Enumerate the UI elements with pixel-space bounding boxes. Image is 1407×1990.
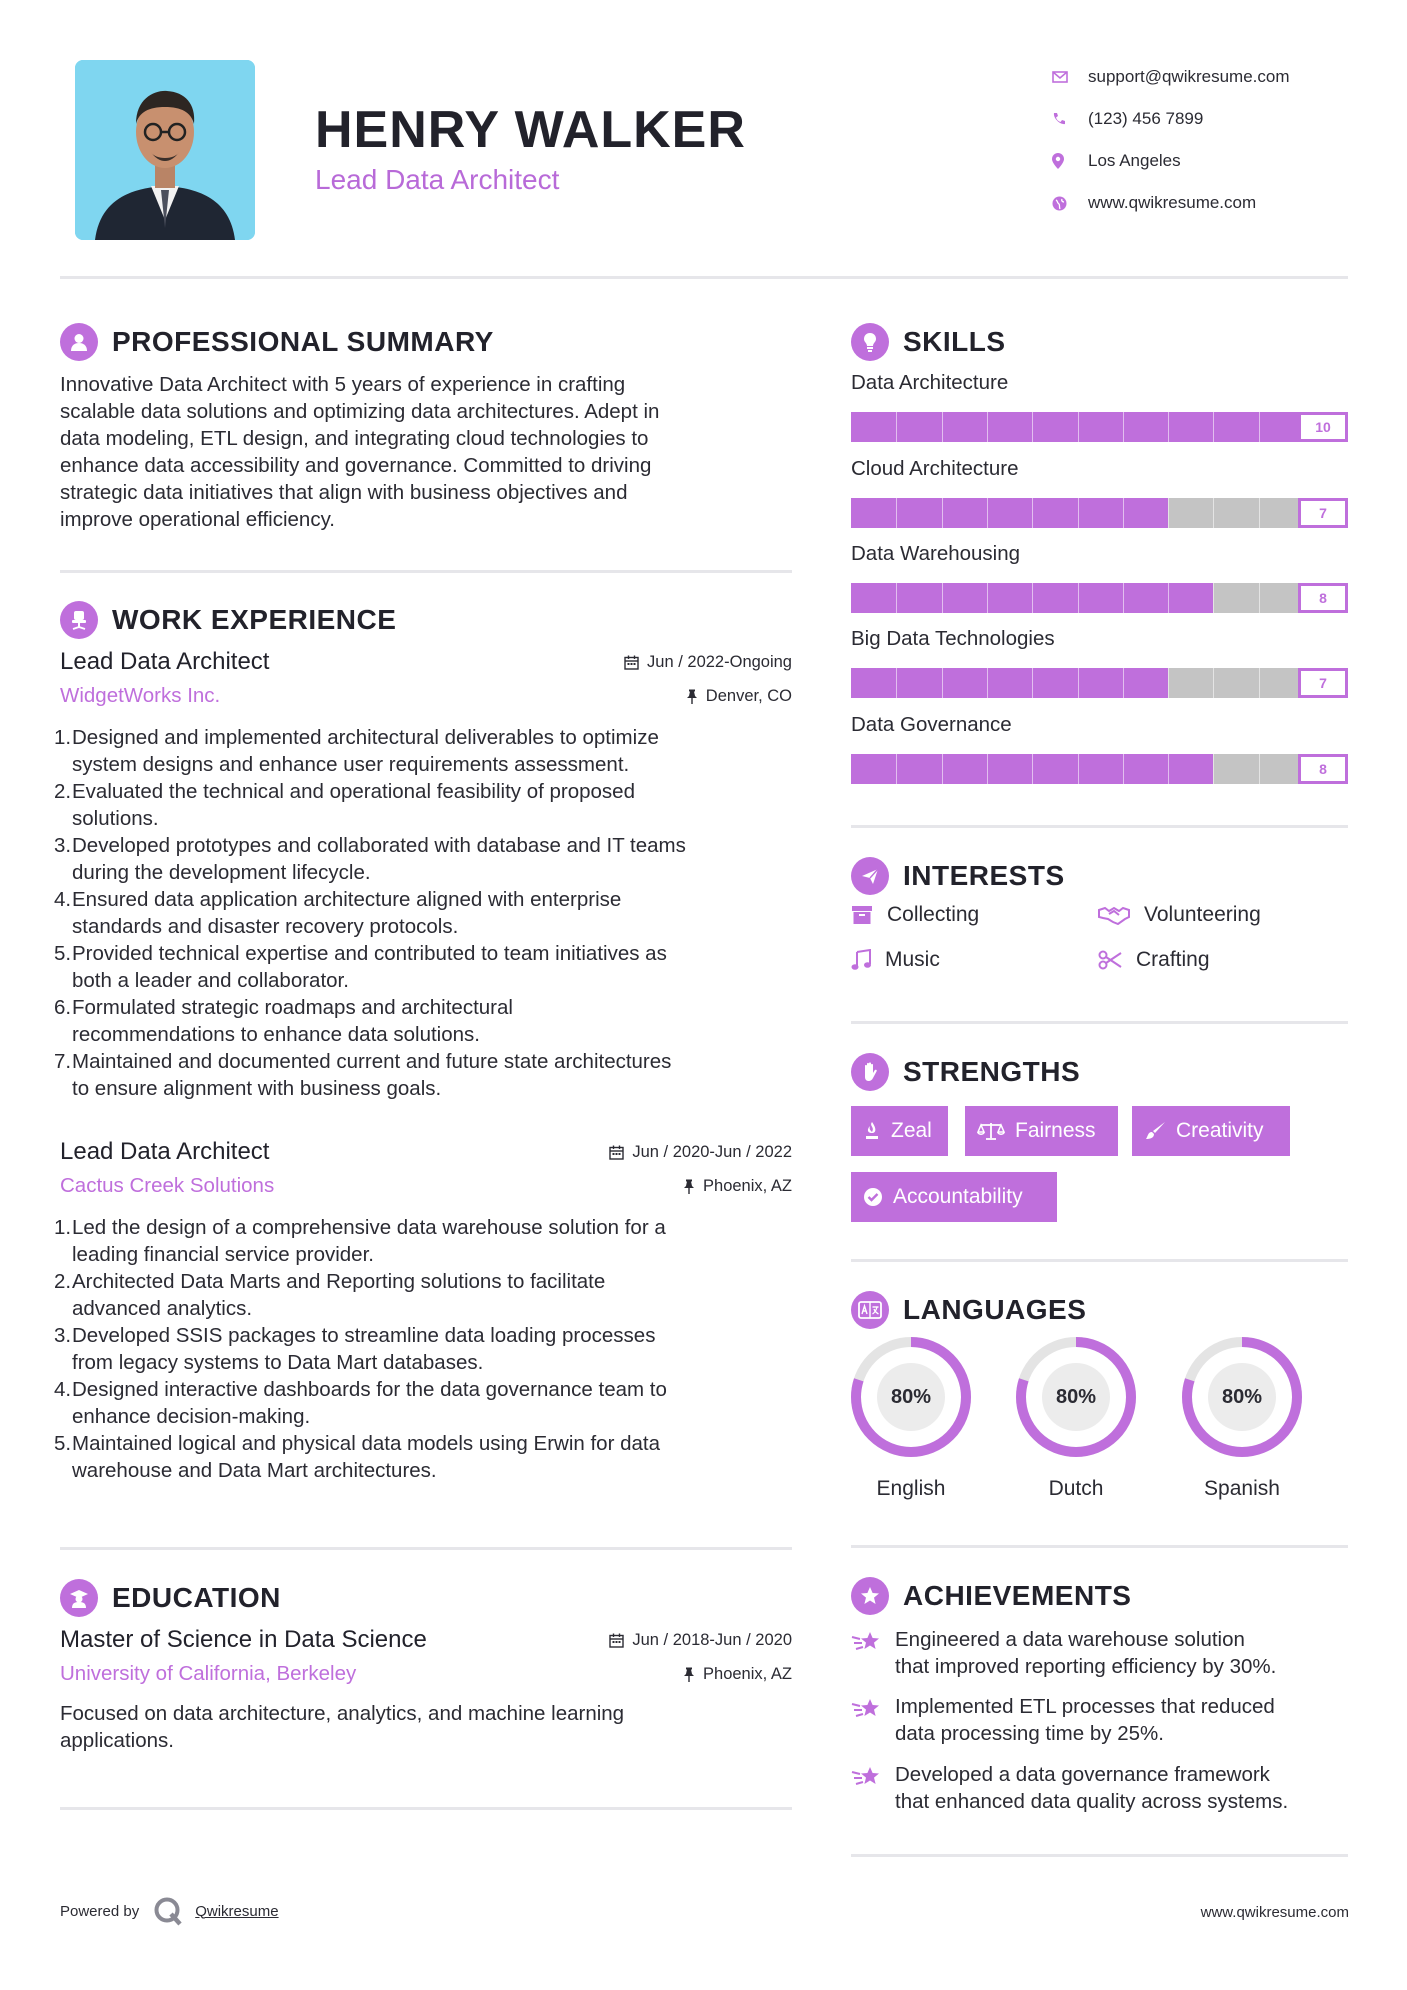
summary-line: Innovative Data Architect with 5 years of experience in crafting xyxy=(60,373,626,396)
bullet-line: Developed SSIS packages to streamline data loading processes xyxy=(72,1324,656,1347)
skill-bar xyxy=(851,668,1348,698)
achievement-item xyxy=(851,1626,1361,1680)
skill-bar-segment-filled xyxy=(987,412,1033,442)
education-divider xyxy=(60,1807,792,1810)
achievements-divider xyxy=(851,1854,1348,1857)
education-dates xyxy=(609,1631,792,1650)
skill-bar-separator xyxy=(1123,668,1124,698)
skill-bar-separator xyxy=(1032,583,1033,613)
bullet-line: warehouse and Data Mart architectures. xyxy=(72,1459,437,1482)
interests-divider xyxy=(851,1021,1348,1024)
skill-bar-separator xyxy=(1032,498,1033,528)
bullet-line: Designed and implemented architectural deliverables to optimize xyxy=(72,726,659,749)
skill-bar-separator xyxy=(1168,583,1169,613)
degree-title: Master of Science in Data Science xyxy=(60,1626,427,1653)
pushpin-icon xyxy=(683,1179,695,1194)
phone-icon xyxy=(1052,112,1088,126)
location-pin-icon xyxy=(1052,153,1088,169)
calendar-icon xyxy=(624,655,639,670)
achievement-line: that enhanced data quality across systems. xyxy=(895,1790,1289,1813)
bullet-line: Evaluated the technical and operational feasibility of proposed xyxy=(72,780,635,803)
qwikresume-logo-icon xyxy=(153,1896,183,1926)
achievements-heading xyxy=(851,1577,1131,1615)
skill-bar-separator xyxy=(1123,583,1124,613)
skill-name: Cloud Architecture xyxy=(851,457,1019,480)
skills-heading xyxy=(851,323,1006,361)
strengths-heading xyxy=(851,1053,1080,1091)
skill-bar-segment-filled xyxy=(942,412,988,442)
skill-bar-separator xyxy=(1078,583,1079,613)
education-title: EDUCATION xyxy=(112,1582,281,1613)
skill-bar-separator xyxy=(1168,754,1169,784)
skill-bar-separator xyxy=(1123,498,1124,528)
skill-bar-separator xyxy=(987,412,988,442)
skill-bar-separator xyxy=(1259,412,1260,442)
bullet-item: 5. Maintained logical and physical data models using Erwin for data warehouse and Data Mart architectures. xyxy=(54,1432,661,1482)
skill-score: 7 xyxy=(1298,498,1348,528)
skill-score: 8 xyxy=(1298,754,1348,784)
skill-bar-segment-empty xyxy=(1213,498,1259,528)
skill-item xyxy=(851,457,1348,528)
skill-bar-segment-filled xyxy=(942,668,988,698)
skill-score: 7 xyxy=(1298,668,1348,698)
languages-divider xyxy=(851,1545,1348,1548)
bullet-line: Led the design of a comprehensive data warehouse solution for a xyxy=(72,1216,666,1239)
skill-bar-separator xyxy=(1078,412,1079,442)
skill-bar-segment-filled xyxy=(896,498,942,528)
balance-scale-icon xyxy=(977,1121,1005,1141)
language-item xyxy=(846,1335,976,1501)
skill-bar xyxy=(851,754,1348,784)
skill-bar-segment-empty xyxy=(1168,668,1214,698)
candidate-role: Lead Data Architect xyxy=(315,164,560,195)
skill-bar-separator xyxy=(1168,668,1169,698)
job-location xyxy=(683,1177,792,1196)
bullet-item: 4. Designed interactive dashboards for the data governance team to enhance decision-making. xyxy=(54,1378,667,1428)
bullet-line: system designs and enhance user requirements assessment. xyxy=(72,753,630,776)
skill-bar-segment-filled xyxy=(942,498,988,528)
skill-item xyxy=(851,627,1348,698)
skill-bar-segment-empty xyxy=(1168,498,1214,528)
bullet-line: Designed interactive dashboards for the data governance team to xyxy=(72,1378,667,1401)
bullet-item: 5. Provided technical expertise and contributed to team initiatives as both a leader and collaborator. xyxy=(54,942,667,992)
language-name: English xyxy=(876,1477,946,1500)
skill-bar-segment-filled xyxy=(851,754,897,784)
skill-bar-separator xyxy=(1123,754,1124,784)
strength-label: Accountability xyxy=(893,1185,1023,1208)
powered-by xyxy=(60,1896,279,1926)
skill-bar-segment-filled xyxy=(896,583,942,613)
shooting-star-icon xyxy=(851,1626,895,1680)
language-name: Dutch xyxy=(1048,1477,1104,1500)
summary-heading xyxy=(60,323,494,361)
calendar-icon xyxy=(609,1633,624,1648)
skill-bar-separator xyxy=(1259,754,1260,784)
interests-heading xyxy=(851,857,1065,895)
strength-tag xyxy=(851,1172,1057,1222)
language-ring xyxy=(1180,1335,1304,1459)
bullet-line: Ensured data application architecture aligned with enterprise xyxy=(72,888,622,911)
achievement-item xyxy=(851,1761,1361,1815)
skill-bar-separator xyxy=(1259,583,1260,613)
skill-bar-segment-empty xyxy=(1213,668,1259,698)
bullet-line: from legacy systems to Data Mart databases. xyxy=(72,1351,484,1374)
skill-bar-segment-filled xyxy=(942,754,988,784)
bullet-line: Provided technical expertise and contributed to team initiatives as xyxy=(72,942,667,965)
job-dates xyxy=(609,1143,792,1162)
music-note-icon xyxy=(851,949,871,971)
achievement-line: that improved reporting efficiency by 30%. xyxy=(895,1655,1277,1678)
skill-bar-separator xyxy=(1032,754,1033,784)
language-percent: 80% xyxy=(1221,1385,1263,1408)
languages-heading xyxy=(851,1291,1086,1329)
bullet-item: 3. Developed prototypes and collaborated with database and IT teams during the development lifecycle. xyxy=(54,834,686,884)
star-badge-icon xyxy=(851,1577,889,1615)
strengths-title: STRENGTHS xyxy=(903,1056,1081,1087)
languages-title: LANGUAGES xyxy=(903,1294,1087,1325)
skill-bar-separator xyxy=(942,583,943,613)
education-dates-text: Jun / 2018-Jun / 2020 xyxy=(632,1630,792,1649)
achievements-title: ACHIEVEMENTS xyxy=(903,1580,1132,1611)
bullet-line: during the development lifecycle. xyxy=(72,861,371,884)
skill-bar-segment-filled xyxy=(1168,583,1214,613)
interest-label: Crafting xyxy=(1136,948,1210,971)
skill-bar-segment-filled xyxy=(1123,668,1169,698)
skill-bar-separator xyxy=(1259,668,1260,698)
skill-bar-segment-filled xyxy=(896,412,942,442)
shooting-star-icon xyxy=(851,1693,895,1747)
skill-bar-segment-filled xyxy=(1078,583,1124,613)
bullet-item: 1. Led the design of a comprehensive data warehouse solution for a leading financial service provider. xyxy=(54,1216,666,1266)
profile-photo xyxy=(75,60,255,240)
skill-bar-separator xyxy=(1213,498,1214,528)
job-title: Lead Data Architect xyxy=(60,648,270,675)
skill-bar-separator xyxy=(1078,668,1079,698)
bullet-line: advanced analytics. xyxy=(72,1297,253,1320)
language-percent: 80% xyxy=(890,1385,932,1408)
achievement-text xyxy=(895,1626,1276,1680)
bullet-line: both a leader and collaborator. xyxy=(72,969,349,992)
skill-bar-segment-filled xyxy=(1032,412,1078,442)
strength-label: Fairness xyxy=(1015,1119,1096,1142)
summary-title: PROFESSIONAL SUMMARY xyxy=(112,326,494,357)
skill-bar-segment-filled xyxy=(1078,498,1124,528)
skill-bar-separator xyxy=(896,668,897,698)
job-dates xyxy=(624,653,792,672)
experience-divider xyxy=(60,1547,792,1550)
achievement-text xyxy=(895,1693,1275,1747)
skill-bar-separator xyxy=(896,754,897,784)
skill-bar-segment-empty xyxy=(1213,754,1259,784)
skill-bar-segment-filled xyxy=(1123,583,1169,613)
bullet-item: 1. Designed and implemented architectural deliverables to optimize system designs and enhance user requirements assessment. xyxy=(54,726,659,776)
language-percent: 80% xyxy=(1055,1385,1097,1408)
job-entry xyxy=(54,648,792,1102)
candidate-name: HENRY WALKER xyxy=(315,101,746,159)
interest-item xyxy=(851,948,940,972)
skill-bar-separator xyxy=(1032,412,1033,442)
paper-plane-icon xyxy=(851,857,889,895)
skill-bar-segment-filled xyxy=(987,583,1033,613)
strength-label: Creativity xyxy=(1176,1119,1264,1142)
contact-email-text: support@qwikresume.com xyxy=(1088,67,1290,86)
strengths-divider xyxy=(851,1259,1348,1262)
bullet-item: 2. Architected Data Marts and Reporting solutions to facilitate advanced analytics. xyxy=(54,1270,606,1320)
skill-bar-separator xyxy=(942,754,943,784)
bullet-line: Developed prototypes and collaborated with database and IT teams xyxy=(72,834,686,857)
language-icon xyxy=(851,1291,889,1329)
skill-bar-segment-filled xyxy=(1123,498,1169,528)
bullet-line: leading financial service provider. xyxy=(72,1243,374,1266)
powered-by-label: Powered by xyxy=(60,1902,140,1920)
skill-bar-segment-filled xyxy=(851,498,897,528)
bullet-line: to ensure alignment with business goals. xyxy=(72,1077,442,1100)
skill-bar-segment-filled xyxy=(851,583,897,613)
archive-box-icon xyxy=(851,905,873,925)
language-item xyxy=(1011,1335,1141,1501)
language-name: Spanish xyxy=(1204,1477,1280,1500)
skill-bar-separator xyxy=(1213,412,1214,442)
skill-item xyxy=(851,713,1348,784)
bullet-line: Maintained and documented current and future state architectures xyxy=(72,1050,672,1073)
header-divider xyxy=(60,276,1348,279)
interests-title: INTERESTS xyxy=(903,860,1065,891)
bullet-item: 7. Maintained and documented current and future state architectures to ensure alignment with business goals. xyxy=(54,1050,672,1100)
education-location xyxy=(683,1665,792,1684)
summary-line: improve operational efficiency. xyxy=(60,508,335,531)
skill-bar-segment-filled xyxy=(1168,754,1214,784)
summary-line: enhance data accessibility and governance. Committed to driving xyxy=(60,454,652,477)
check-circle-icon xyxy=(863,1187,883,1207)
skill-bar-segment-filled xyxy=(896,668,942,698)
skill-name: Data Governance xyxy=(851,713,1012,736)
school-name: University of California, Berkeley xyxy=(60,1662,357,1685)
skill-bar-separator xyxy=(1213,583,1214,613)
education-entry xyxy=(60,1626,792,1754)
skill-bar-separator xyxy=(987,668,988,698)
skill-bar-separator xyxy=(987,754,988,784)
bullet-line: Architected Data Marts and Reporting solutions to facilitate xyxy=(72,1270,606,1293)
bullet-line: enhance decision-making. xyxy=(72,1405,311,1428)
skill-bar-separator xyxy=(1078,754,1079,784)
skill-bar-segment-filled xyxy=(1213,412,1259,442)
language-item xyxy=(1177,1335,1307,1501)
interest-item xyxy=(1098,948,1210,972)
skill-bar-separator xyxy=(1213,668,1214,698)
job-title: Lead Data Architect xyxy=(60,1138,270,1165)
bullet-item: 3. Developed SSIS packages to streamline data loading processes from legacy systems to Data Mart databases. xyxy=(54,1324,656,1374)
education-description xyxy=(60,1700,792,1754)
strength-tag xyxy=(1132,1106,1290,1156)
experience-heading xyxy=(60,601,396,639)
pushpin-icon xyxy=(686,689,698,704)
contact-email[interactable] xyxy=(1052,56,1352,98)
torch-icon xyxy=(863,1121,881,1141)
language-ring xyxy=(849,1335,973,1459)
skill-bar-separator xyxy=(1168,498,1169,528)
contact-list xyxy=(1052,56,1352,224)
bullet-item: 2. Evaluated the technical and operational feasibility of proposed solutions. xyxy=(54,780,635,830)
achievement-text xyxy=(895,1761,1288,1815)
summary-divider xyxy=(60,570,792,573)
skills-divider xyxy=(851,825,1348,828)
job-bullets xyxy=(54,724,792,1102)
summary-text xyxy=(60,371,792,533)
strength-label: Zeal xyxy=(891,1119,932,1142)
bullet-item: 6. Formulated strategic roadmaps and architectural recommendations to enhance data solutions. xyxy=(54,996,513,1046)
skill-bar-segment-empty xyxy=(1213,583,1259,613)
contact-phone-text: (123) 456 7899 xyxy=(1088,109,1204,128)
skill-bar-segment-filled xyxy=(987,754,1033,784)
bullet-item: 4. Ensured data application architecture aligned with enterprise standards and disaster recovery protocols. xyxy=(54,888,622,938)
skill-item xyxy=(851,542,1348,613)
handshake-icon xyxy=(1098,905,1130,925)
education-location-text: Phoenix, AZ xyxy=(703,1664,792,1683)
language-ring xyxy=(1014,1335,1138,1459)
user-icon xyxy=(60,323,98,361)
lightbulb-icon xyxy=(851,323,889,361)
skill-bar-separator xyxy=(896,583,897,613)
summary-line: strategic data initiatives that align with business objectives and xyxy=(60,481,628,504)
contact-location xyxy=(1052,140,1352,182)
contact-location-text: Los Angeles xyxy=(1088,151,1181,170)
skill-bar-segment-filled xyxy=(1032,583,1078,613)
skill-bar-separator xyxy=(1123,412,1124,442)
qwikresume-link[interactable]: Qwikresume xyxy=(195,1902,279,1920)
skill-bar-segment-filled xyxy=(1032,668,1078,698)
education-line: applications. xyxy=(60,1729,174,1752)
job-location xyxy=(686,687,792,706)
bullet-line: standards and disaster recovery protocols. xyxy=(72,915,459,938)
skill-bar-segment-filled xyxy=(1078,668,1124,698)
bullet-line: solutions. xyxy=(72,807,159,830)
skill-bar xyxy=(851,412,1348,442)
skill-bar-segment-filled xyxy=(1123,754,1169,784)
job-location-text: Denver, CO xyxy=(705,686,792,705)
skill-bar-segment-filled xyxy=(851,412,897,442)
summary-line: data modeling, ETL design, and integrating cloud technologies to xyxy=(60,427,649,450)
skill-score: 10 xyxy=(1298,412,1348,442)
skill-bar xyxy=(851,498,1348,528)
achievement-line: Developed a data governance framework xyxy=(895,1763,1270,1786)
skill-bar-separator xyxy=(942,498,943,528)
bullet-line: Maintained logical and physical data models using Erwin for data xyxy=(72,1432,661,1455)
skill-bar-separator xyxy=(1259,498,1260,528)
job-dates-text: Jun / 2020-Jun / 2022 xyxy=(632,1142,792,1161)
job-dates-text: Jun / 2022-Ongoing xyxy=(647,652,792,671)
skill-bar-separator xyxy=(1032,668,1033,698)
skills-title: SKILLS xyxy=(903,326,1006,357)
job-company: WidgetWorks Inc. xyxy=(60,684,221,707)
strength-tag xyxy=(965,1106,1118,1156)
paintbrush-icon xyxy=(1144,1121,1166,1141)
skill-bar-segment-filled xyxy=(1032,498,1078,528)
skill-bar-segment-filled xyxy=(1078,754,1124,784)
skill-bar-segment-filled xyxy=(942,583,988,613)
skill-bar-separator xyxy=(942,412,943,442)
education-heading xyxy=(60,1579,281,1617)
contact-phone[interactable] xyxy=(1052,98,1352,140)
bullet-line: Formulated strategic roadmaps and architectural xyxy=(72,996,513,1019)
calendar-icon xyxy=(609,1145,624,1160)
experience-title: WORK EXPERIENCE xyxy=(112,604,397,635)
skill-name: Big Data Technologies xyxy=(851,627,1055,650)
education-line: Focused on data architecture, analytics, and machine learning xyxy=(60,1702,625,1725)
skill-bar-segment-filled xyxy=(1168,412,1214,442)
interest-label: Collecting xyxy=(887,903,980,926)
pushpin-icon xyxy=(683,1667,695,1682)
achievement-line: Engineered a data warehouse solution xyxy=(895,1628,1245,1651)
bullet-line: recommendations to enhance data solutions. xyxy=(72,1023,480,1046)
skill-bar-segment-filled xyxy=(1032,754,1078,784)
skill-bar-separator xyxy=(1213,754,1214,784)
envelope-icon xyxy=(1052,71,1088,83)
achievement-line: Implemented ETL processes that reduced xyxy=(895,1695,1275,1718)
footer-website[interactable]: www.qwikresume.com xyxy=(1200,1904,1349,1921)
skill-bar-segment-filled xyxy=(987,668,1033,698)
office-chair-icon xyxy=(60,601,98,639)
skill-item xyxy=(851,371,1348,442)
skill-bar-separator xyxy=(1078,498,1079,528)
skill-bar-separator xyxy=(942,668,943,698)
skill-bar-segment-filled xyxy=(987,498,1033,528)
skill-bar-segment-filled xyxy=(1078,412,1124,442)
achievement-line: data processing time by 25%. xyxy=(895,1722,1164,1745)
globe-icon xyxy=(1052,196,1088,211)
skill-name: Data Architecture xyxy=(851,371,1009,394)
skill-bar-separator xyxy=(987,583,988,613)
job-location-text: Phoenix, AZ xyxy=(703,1176,792,1195)
interest-label: Volunteering xyxy=(1144,903,1261,926)
skill-bar-segment-filled xyxy=(896,754,942,784)
scissors-icon xyxy=(1098,950,1122,970)
skill-bar-segment-filled xyxy=(1123,412,1169,442)
job-bullets xyxy=(54,1214,792,1484)
contact-website[interactable] xyxy=(1052,182,1352,224)
skill-bar-separator xyxy=(987,498,988,528)
summary-line: scalable data solutions and optimizing data architectures. Adept in xyxy=(60,400,660,423)
skill-bar-separator xyxy=(1168,412,1169,442)
strength-tag xyxy=(851,1106,948,1156)
graduate-icon xyxy=(60,1579,98,1617)
job-entry xyxy=(54,1138,792,1484)
job-company: Cactus Creek Solutions xyxy=(60,1174,275,1197)
skill-bar-separator xyxy=(896,412,897,442)
contact-website-text: www.qwikresume.com xyxy=(1088,193,1257,212)
interest-item xyxy=(1098,903,1261,927)
skill-name: Data Warehousing xyxy=(851,542,1021,565)
raised-hand-icon xyxy=(851,1053,889,1091)
skill-bar-segment-filled xyxy=(851,668,897,698)
skill-bar-separator xyxy=(896,498,897,528)
achievement-item xyxy=(851,1693,1361,1747)
skill-score: 8 xyxy=(1298,583,1348,613)
interest-label: Music xyxy=(885,948,940,971)
interest-item xyxy=(851,903,979,927)
shooting-star-icon xyxy=(851,1761,895,1815)
skill-bar xyxy=(851,583,1348,613)
